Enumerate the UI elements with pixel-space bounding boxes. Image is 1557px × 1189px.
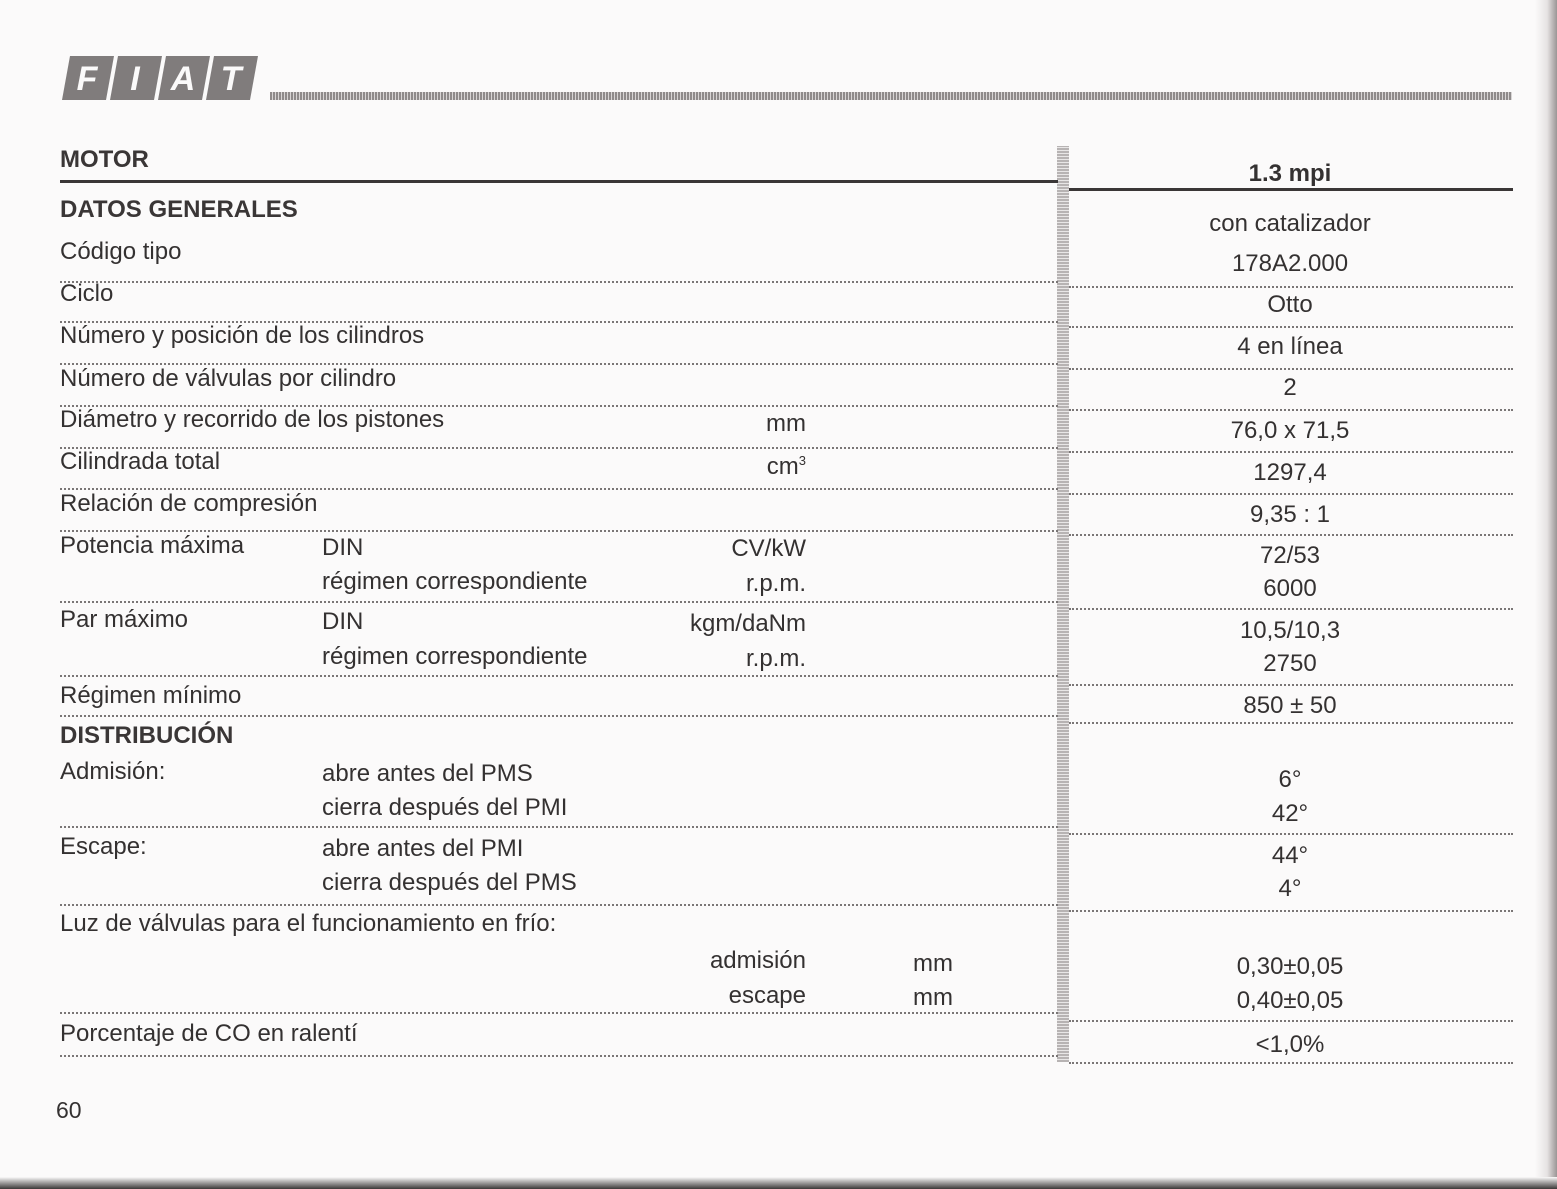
model-heading: 1.3 mpi	[1248, 160, 1332, 187]
row-separator	[60, 1055, 1058, 1057]
label-ciclo: Ciclo	[60, 280, 114, 307]
row-separator	[1069, 1020, 1513, 1022]
value-catalizador: con catalizador	[1209, 210, 1371, 237]
label-luz: Luz de válvulas para el funcionamiento en frío:	[60, 910, 557, 937]
section-heading-distribucion: DISTRIBUCIÓN	[60, 722, 234, 749]
label-compresion: Relación de compresión	[60, 490, 318, 517]
value-diametro: 76,0 x 71,5	[1230, 417, 1350, 444]
value-luz-escape: 0,40±0,05	[1236, 987, 1344, 1014]
value-compresion: 9,35 : 1	[1249, 501, 1331, 528]
unit-diametro: mm	[766, 410, 806, 437]
label-diametro: Diámetro y recorrido de los pistones	[60, 406, 445, 433]
value-minimo: 850 ± 50	[1243, 692, 1337, 719]
value-escape-cierra: 4°	[1278, 875, 1302, 902]
page-number: 60	[56, 1097, 82, 1123]
page-edge-shadow	[1535, 0, 1557, 1189]
row-separator	[1069, 493, 1513, 495]
row-separator	[1069, 326, 1513, 328]
sub-potencia-din: DIN	[322, 534, 364, 561]
value-luz-admision: 0,30±0,05	[1236, 953, 1344, 980]
row-separator	[1069, 451, 1513, 453]
logo-letter-f: F	[76, 60, 98, 98]
row-separator	[1069, 910, 1513, 912]
row-separator	[60, 601, 1058, 603]
label-admision: Admisión:	[60, 758, 166, 785]
label-par: Par máximo	[60, 606, 189, 633]
value-potencia-rpm: 6000	[1263, 575, 1317, 602]
row-separator	[1069, 1062, 1513, 1064]
value-admision-cierra: 42°	[1271, 800, 1309, 827]
label-potencia: Potencia máxima	[60, 532, 245, 559]
row-separator	[1069, 833, 1513, 835]
label-valvulas: Número de válvulas por cilindro	[60, 365, 397, 392]
heading-rule-right	[1069, 188, 1513, 191]
row-separator	[60, 904, 1058, 906]
row-separator	[60, 675, 1058, 677]
row-separator	[1069, 286, 1513, 288]
row-separator	[1069, 684, 1513, 686]
section-heading-motor: MOTOR	[60, 146, 149, 173]
column-divider	[1057, 146, 1069, 1062]
unit-potencia: CV/kW	[731, 535, 806, 562]
unit-par-rpm: r.p.m.	[745, 645, 806, 672]
row-separator	[1069, 722, 1513, 724]
label-cilindrada: Cilindrada total	[60, 448, 221, 475]
logo-letter-a: A	[170, 60, 196, 98]
logo-letter-i: I	[130, 60, 140, 98]
sub-escape-abre: abre antes del PMI	[322, 835, 524, 862]
label-co: Porcentaje de CO en ralentí	[60, 1020, 358, 1047]
label-cilindros: Número y posición de los cilindros	[60, 322, 425, 349]
sub-par-regimen: régimen correspondiente	[322, 643, 588, 670]
label-escape: Escape:	[60, 833, 147, 860]
fiat-logo	[62, 56, 258, 100]
heading-rule-left	[60, 180, 1058, 183]
sub-luz-escape: escape	[728, 982, 806, 1009]
section-heading-general: DATOS GENERALES	[60, 196, 298, 223]
sub-escape-cierra: cierra después del PMS	[322, 869, 577, 896]
sub-admision-cierra: cierra después del PMI	[322, 794, 568, 821]
unit-luz-admision: mm	[913, 950, 953, 977]
value-co: <1,0%	[1255, 1031, 1325, 1058]
row-separator	[1069, 368, 1513, 370]
value-potencia: 72/53	[1259, 542, 1321, 569]
row-separator	[60, 281, 1058, 283]
value-codigo: 178A2.000	[1231, 250, 1349, 277]
label-codigo: Código tipo	[60, 238, 182, 265]
sub-admision-abre: abre antes del PMS	[322, 760, 533, 787]
row-separator	[1069, 534, 1513, 536]
unit-cilindrada: $cm^3$	[766, 453, 806, 480]
unit-par: kgm/daNm	[689, 610, 806, 637]
value-cilindrada: 1297,4	[1253, 459, 1327, 486]
sub-luz-admision: admisión	[709, 947, 806, 974]
value-valvulas: 2	[1283, 374, 1297, 401]
label-minimo: Régimen mínimo	[60, 682, 242, 709]
row-separator	[60, 1012, 1058, 1014]
logo-letter-t: T	[220, 60, 242, 98]
sub-par-din: DIN	[322, 608, 364, 635]
value-escape-abre: 44°	[1271, 842, 1309, 869]
sub-potencia-regimen: régimen correspondiente	[322, 568, 588, 595]
row-separator	[1069, 608, 1513, 610]
value-cilindros: 4 en línea	[1237, 333, 1343, 360]
value-admision-abre: 6°	[1278, 766, 1302, 793]
value-ciclo: Otto	[1267, 291, 1313, 318]
header-rule	[270, 92, 1512, 100]
unit-potencia-rpm: r.p.m.	[745, 570, 806, 597]
value-par: 10,5/10,3	[1239, 617, 1341, 644]
value-par-rpm: 2750	[1263, 650, 1317, 677]
row-separator	[1069, 409, 1513, 411]
row-separator	[60, 715, 1058, 717]
unit-luz-escape: mm	[913, 984, 953, 1011]
page-bottom-shadow	[0, 1177, 1557, 1189]
row-separator	[60, 826, 1058, 828]
